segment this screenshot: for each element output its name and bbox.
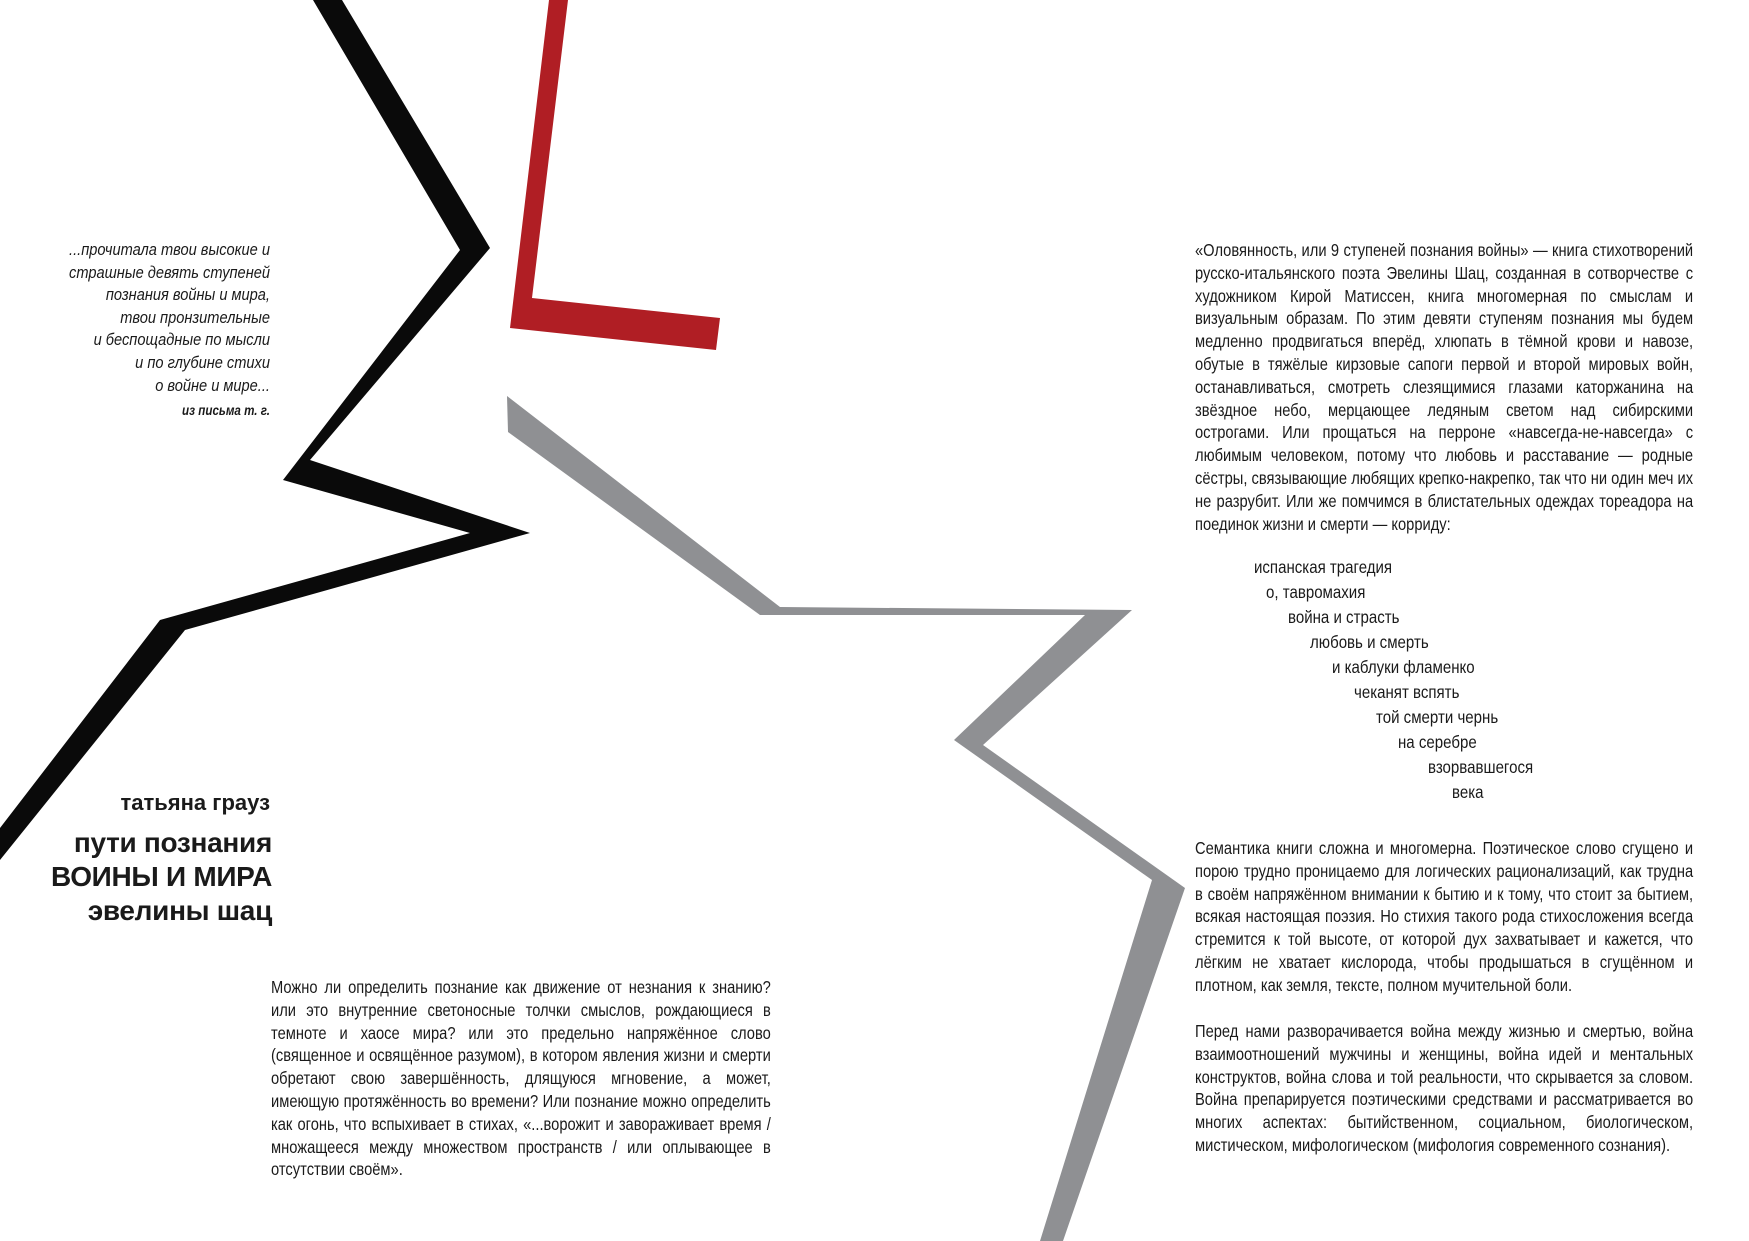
author-name: татьяна грауз	[120, 790, 270, 815]
poem-line: война и страсть	[1288, 607, 1400, 627]
title-line-2: ВОИНЫ И МИРА	[50, 861, 272, 892]
epigraph-line: и беспощадные по мысли	[93, 330, 270, 350]
poem-line: и каблуки фламенко	[1332, 657, 1475, 677]
title-line-3: эвелины шац	[87, 895, 272, 926]
epigraph-line: твои пронзительные	[120, 307, 270, 327]
black-zigzag-stroke	[0, 0, 530, 860]
red-l-stroke	[510, 0, 720, 350]
intro-paragraph: Можно ли определить познание как движение от незнания к знанию? или это внутренние светоносные толчки смыслов, рождающиеся в темноте и хаосе мира? или это предельно напряжённое слово (священное и освящённое разумом), в котором явления жизни и смерти обретают свою завершённость, длящуюся мгновение, а может, имеющую протяжённость во времени? Или познание можно определить как огонь, что вспыхивает в стихах, «...ворожит и завораживает время / множащееся между множеством пространств / или оплывающее в отсутствии своём».	[271, 977, 771, 1180]
right-paragraph-1: «Оловянность, или 9 ступеней познания войны» — книга стихотворений русско-итальянского поэта Эвелины Шац, созданная в сотворчестве с художником Кирой Матиссен, книга многомерная по смыслам и визуальным образам. По этим девяти ступеням познания мы будем медленно продвигаться вперёд, хлюпать в тёмной крови и навозе, обутые в тяжёлые кирзовые сапоги первой и второй мировых войн, останавливаться, смотреть слезящимися глазами каторжанина на звёздное небо, мерцающее ледяным светом над сибирскими острогами. Или прощаться на перроне «навсегда-не-навсегда» с любимым человеком, потому что любовь и расставание — родные сёстры, связывающие любящих крепко-накрепко, так что ни один меч их не разрубит. Или же помчимся в блистательных одеждах тореадора на поединок жизни и смерти — корриду:	[1195, 240, 1694, 534]
poem-line: на серебре	[1398, 732, 1477, 752]
article-title	[0, 826, 272, 928]
poem-line: взорвавшегося	[1428, 757, 1534, 777]
right-paragraph-3: Перед нами разворачивается война между жизнью и смертью, война взаимоотношений мужчины и женщины, война идей и ментальных конструктов, война слова и той реальности, что скрывается за словом. Война препарируется поэтическими средствами и рассматривается во многих аспектах: бытийственном, социальном, биологическом, мистическом, мифологическом (мифология современного сознания).	[1195, 1021, 1694, 1155]
poem-line: испанская трагедия	[1254, 557, 1393, 577]
epigraph-line: страшные девять ступеней	[69, 262, 270, 282]
title-line-1: пути познания	[73, 827, 272, 858]
epigraph	[64, 239, 270, 423]
epigraph-source: из письма т. г.	[182, 403, 270, 419]
poem-line: любовь и смерть	[1310, 632, 1429, 652]
epigraph-line: о войне и мире...	[155, 375, 270, 395]
poem-line: той смерти чернь	[1376, 707, 1499, 727]
poem-line: чеканят вспять	[1354, 682, 1460, 702]
poem-line: века	[1452, 782, 1484, 802]
right-paragraph-2: Семантика книги сложна и многомерна. Поэтическое слово сгущено и порою трудно проницаемо для логических рационализаций, как трудна в своём напряжённом внимании к бытию и к тому, что стоит за бытием, всякая настоящая поэзия. Но стихия такого рода стихосложения всегда стремится к той высоте, от которой дух захватывает и кажется, что лёгким не хватает кислорода, чтобы продышаться в сгущённом и плотном, как земля, тексте, полном мучительной боли.	[1195, 838, 1694, 995]
epigraph-line: ...прочитала твои высокие и	[69, 240, 270, 259]
epigraph-line: и по глубине стихи	[135, 352, 270, 372]
poem-line: о, тавромахия	[1266, 582, 1366, 602]
epigraph-line: познания войны и мира,	[105, 285, 270, 305]
